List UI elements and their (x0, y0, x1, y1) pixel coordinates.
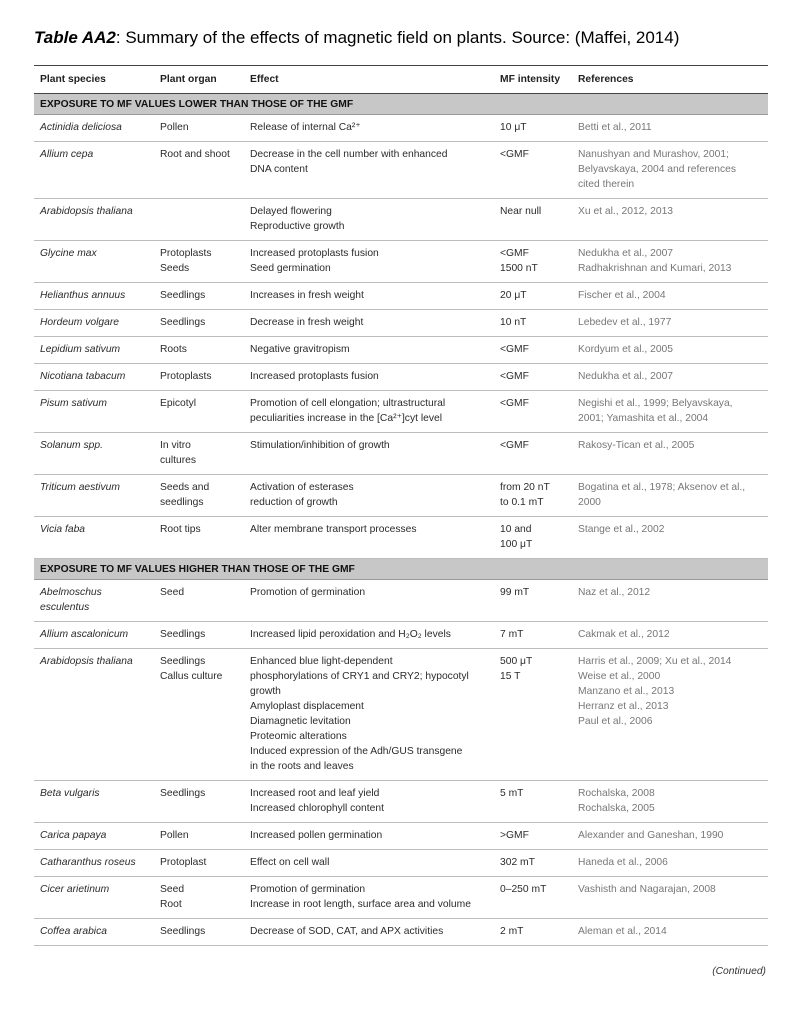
cell-plant-species: Solanum spp. (34, 433, 154, 475)
cell-references-line: Bogatina et al., 1978; Aksenov et al., (578, 482, 746, 493)
cell-mf-intensity-line: 5 mT (500, 788, 524, 799)
cell-mf-intensity-line: to 0.1 mT (500, 497, 544, 508)
header-plant-organ: Plant organ (154, 66, 244, 94)
cell-mf-intensity (494, 580, 572, 622)
cell-mf-intensity-line: 10 μT (500, 122, 527, 133)
cell-effect-line: reduction of growth (250, 497, 338, 508)
cell-mf-intensity-line: 100 μT (500, 539, 533, 550)
cell-plant-species: Lepidium sativum (34, 337, 154, 364)
cell-effect-line: Activation of esterases (250, 482, 354, 493)
cell-plant-organ (154, 649, 244, 781)
cell-mf-intensity-line: <GMF (500, 398, 529, 409)
cell-plant-species: Allium ascalonicum (34, 622, 154, 649)
cell-effect-line: Enhanced blue light-dependent (250, 656, 393, 667)
cell-plant-organ-line: Root (160, 899, 182, 910)
cell-effect-line: Promotion of germination (250, 884, 366, 895)
cell-plant-species: Helianthus annuus (34, 283, 154, 310)
cell-plant-organ-line: Seed (160, 587, 185, 598)
cell-references-line: Nedukha et al., 2007 (578, 248, 674, 259)
cell-plant-species: Triticum aestivum (34, 475, 154, 517)
cell-references (572, 364, 768, 391)
cell-plant-organ-line: Seedlings (160, 788, 206, 799)
cell-effect-line: Amyloplast displacement (250, 701, 364, 712)
header-mf-intensity: MF intensity (494, 66, 572, 94)
cell-references (572, 850, 768, 877)
cell-references-line: Nanushyan and Murashov, 2001; (578, 149, 729, 160)
cell-mf-intensity-line: 302 mT (500, 857, 535, 868)
cell-references (572, 199, 768, 241)
cell-references (572, 475, 768, 517)
cell-effect-line: Seed germination (250, 263, 331, 274)
cell-plant-organ (154, 850, 244, 877)
cell-effect (244, 364, 494, 391)
cell-effect-line: Decrease in fresh weight (250, 317, 364, 328)
cell-mf-intensity-line: 20 μT (500, 290, 527, 301)
cell-effect (244, 622, 494, 649)
cell-mf-intensity (494, 919, 572, 946)
cell-plant-organ-line: Protoplasts (160, 248, 212, 259)
cell-references-line: 2001; Yamashita et al., 2004 (578, 413, 709, 424)
cell-references-line: Vashisth and Nagarajan, 2008 (578, 884, 716, 895)
cell-effect (244, 310, 494, 337)
cell-effect (244, 115, 494, 142)
continued-note: (Continued) (712, 966, 766, 977)
cell-mf-intensity-line: <GMF (500, 344, 529, 355)
cell-effect-line: Proteomic alterations (250, 731, 347, 742)
cell-plant-organ (154, 580, 244, 622)
cell-plant-organ-line: Epicotyl (160, 398, 197, 409)
cell-references-line: Negishi et al., 1999; Belyavskaya, (578, 398, 733, 409)
cell-references (572, 517, 768, 559)
cell-effect-line: Promotion of cell elongation; ultrastructural (250, 398, 446, 409)
table-row (34, 919, 768, 946)
header-plant-species: Plant species (34, 66, 154, 94)
cell-effect-line: DNA content (250, 164, 308, 175)
cell-effect (244, 850, 494, 877)
cell-mf-intensity-line: 15 T (500, 671, 521, 682)
cell-plant-organ-line: Seedlings (160, 926, 206, 937)
cell-mf-intensity (494, 364, 572, 391)
cell-plant-organ-line: Root tips (160, 524, 201, 535)
cell-plant-organ (154, 391, 244, 433)
cell-effect-line: Decrease in the cell number with enhanced (250, 149, 448, 160)
cell-plant-species: Glycine max (34, 241, 154, 283)
cell-mf-intensity (494, 142, 572, 199)
cell-mf-intensity (494, 391, 572, 433)
cell-mf-intensity-line: 7 mT (500, 629, 524, 640)
cell-references (572, 580, 768, 622)
table-caption-label: Table AA2 (34, 28, 116, 47)
cell-mf-intensity (494, 850, 572, 877)
cell-effect-line: Diamagnetic levitation (250, 716, 351, 727)
cell-mf-intensity-line: <GMF (500, 371, 529, 382)
cell-references-line: Rochalska, 2008 (578, 788, 655, 799)
cell-plant-species: Catharanthus roseus (34, 850, 154, 877)
cell-mf-intensity-line: from 20 nT (500, 482, 550, 493)
cell-plant-species: Hordeum volgare (34, 310, 154, 337)
cell-mf-intensity (494, 877, 572, 919)
cell-plant-species: Beta vulgaris (34, 781, 154, 823)
cell-mf-intensity-line: 99 mT (500, 587, 530, 598)
cell-effect-line: Increase in root length, surface area and volume (250, 899, 471, 910)
cell-plant-organ-line: Pollen (160, 830, 189, 841)
table-row (34, 142, 768, 199)
cell-effect-line: Promotion of germination (250, 587, 366, 598)
cell-effect (244, 391, 494, 433)
cell-references-line: Xu et al., 2012, 2013 (578, 206, 674, 217)
cell-references-line: Stange et al., 2002 (578, 524, 665, 535)
cell-effect-line: Reproductive growth (250, 221, 345, 232)
section-title: EXPOSURE TO MF VALUES HIGHER THAN THOSE OF THE GMF (34, 559, 768, 580)
cell-plant-organ (154, 310, 244, 337)
cell-references-line: Lebedev et al., 1977 (578, 317, 672, 328)
cell-effect-line: Induced expression of the Adh/GUS transgene (250, 746, 463, 757)
cell-references (572, 823, 768, 850)
cell-mf-intensity (494, 649, 572, 781)
cell-effect (244, 475, 494, 517)
cell-plant-organ-line: Callus culture (160, 671, 223, 682)
table-row (34, 580, 768, 622)
cell-plant-organ (154, 142, 244, 199)
table-caption (34, 28, 679, 48)
cell-references-line: Alexander and Ganeshan, 1990 (578, 830, 724, 841)
cell-references (572, 877, 768, 919)
cell-mf-intensity-line: 10 nT (500, 317, 527, 328)
cell-effect (244, 649, 494, 781)
cell-plant-organ-line: Seedlings (160, 290, 206, 301)
cell-plant-organ-line: Root and shoot (160, 149, 230, 160)
cell-references (572, 919, 768, 946)
cell-plant-organ-line: Protoplast (160, 857, 207, 868)
cell-plant-organ-line: Seedlings (160, 629, 206, 640)
cell-plant-organ-line: Seedlings (160, 317, 206, 328)
cell-effect-line: Increases in fresh weight (250, 290, 364, 301)
cell-references-line: Naz et al., 2012 (578, 587, 651, 598)
cell-mf-intensity (494, 781, 572, 823)
cell-effect (244, 877, 494, 919)
cell-effect-line: Decrease of SOD, CAT, and APX activities (250, 926, 444, 937)
section-header-row (34, 94, 768, 115)
cell-mf-intensity-line: Near null (500, 206, 542, 217)
cell-effect (244, 580, 494, 622)
cell-plant-species: Arabidopsis thaliana (34, 199, 154, 241)
section-header-row (34, 559, 768, 580)
cell-mf-intensity (494, 433, 572, 475)
cell-references-line: Aleman et al., 2014 (578, 926, 667, 937)
cell-references-line: Paul et al., 2006 (578, 716, 653, 727)
cell-references-line: Haneda et al., 2006 (578, 857, 668, 868)
cell-plant-species: Carica papaya (34, 823, 154, 850)
cell-references-line: Weise et al., 2000 (578, 671, 661, 682)
cell-effect (244, 241, 494, 283)
cell-references-line: Harris et al., 2009; Xu et al., 2014 (578, 656, 732, 667)
cell-plant-species: Cicer arietinum (34, 877, 154, 919)
cell-plant-organ (154, 364, 244, 391)
cell-effect (244, 823, 494, 850)
cell-effect-line: Increased root and leaf yield (250, 788, 380, 799)
cell-references-line: Manzano et al., 2013 (578, 686, 675, 697)
cell-effect (244, 337, 494, 364)
cell-mf-intensity (494, 337, 572, 364)
cell-references (572, 433, 768, 475)
cell-effect (244, 517, 494, 559)
cell-plant-species: Arabidopsis thaliana (34, 649, 154, 781)
cell-plant-organ (154, 517, 244, 559)
cell-references-line: Betti et al., 2011 (578, 122, 652, 133)
cell-effect (244, 919, 494, 946)
cell-plant-species: Coffea arabica (34, 919, 154, 946)
cell-mf-intensity (494, 310, 572, 337)
cell-mf-intensity (494, 199, 572, 241)
table-row (34, 364, 768, 391)
cell-references-line: Cakmak et al., 2012 (578, 629, 670, 640)
cell-mf-intensity (494, 241, 572, 283)
cell-effect-line: Increased chlorophyll content (250, 803, 384, 814)
cell-references (572, 115, 768, 142)
table-row (34, 283, 768, 310)
cell-references-line: Belyavskaya, 2004 and references (578, 164, 736, 175)
cell-effect-line: Effect on cell wall (250, 857, 330, 868)
cell-mf-intensity-line: <GMF (500, 440, 529, 451)
cell-effect-line: in the roots and leaves (250, 761, 354, 772)
cell-references-line: Rakosy-Tican et al., 2005 (578, 440, 695, 451)
cell-references (572, 337, 768, 364)
cell-effect-line: Release of internal Ca²⁺ (250, 122, 361, 133)
cell-references (572, 391, 768, 433)
cell-references (572, 310, 768, 337)
cell-mf-intensity-line: 1500 nT (500, 263, 538, 274)
cell-references (572, 142, 768, 199)
cell-references-line: Rochalska, 2005 (578, 803, 655, 814)
cell-plant-species: Allium cepa (34, 142, 154, 199)
cell-mf-intensity (494, 475, 572, 517)
cell-effect-line: Increased pollen germination (250, 830, 383, 841)
table-row (34, 877, 768, 919)
cell-mf-intensity (494, 823, 572, 850)
cell-references-line: Kordyum et al., 2005 (578, 344, 674, 355)
cell-plant-species: Actinidia deliciosa (34, 115, 154, 142)
cell-effect-line: Increased protoplasts fusion (250, 248, 379, 259)
cell-plant-species: Vicia faba (34, 517, 154, 559)
cell-references (572, 781, 768, 823)
cell-plant-organ (154, 919, 244, 946)
table-row (34, 781, 768, 823)
cell-effect-line: Negative gravitropism (250, 344, 350, 355)
cell-plant-organ-line: seedlings (160, 497, 204, 508)
header-references: References (572, 66, 768, 94)
cell-effect-line: growth (250, 686, 281, 697)
table-row (34, 199, 768, 241)
cell-plant-organ-line: Seeds and (160, 482, 210, 493)
cell-references (572, 649, 768, 781)
cell-mf-intensity (494, 115, 572, 142)
cell-effect (244, 283, 494, 310)
cell-effect (244, 142, 494, 199)
cell-mf-intensity-line: 2 mT (500, 926, 524, 937)
cell-plant-organ-line: Pollen (160, 122, 189, 133)
table-row (34, 391, 768, 433)
cell-references-line: Herranz et al., 2013 (578, 701, 669, 712)
cell-plant-organ-line: Protoplasts (160, 371, 212, 382)
table-row (34, 517, 768, 559)
cell-plant-species: Nicotiana tabacum (34, 364, 154, 391)
cell-plant-organ-line: Seed (160, 884, 185, 895)
cell-effect-line: Delayed flowering (250, 206, 332, 217)
table-row (34, 241, 768, 283)
cell-mf-intensity-line: >GMF (500, 830, 529, 841)
table-row (34, 649, 768, 781)
cell-plant-organ-line: Seeds (160, 263, 190, 274)
cell-mf-intensity (494, 283, 572, 310)
cell-mf-intensity-line: 500 μT (500, 656, 533, 667)
cell-references-line: Nedukha et al., 2007 (578, 371, 674, 382)
cell-mf-intensity-line: <GMF (500, 248, 529, 259)
table-row (34, 823, 768, 850)
cell-effect-line: phosphorylations of CRY1 and CRY2; hypocotyl (250, 671, 469, 682)
header-effect: Effect (244, 66, 494, 94)
table-caption-text: : Summary of the effects of magnetic field on plants. Source: (Maffei, 2014) (115, 28, 680, 47)
cell-plant-organ (154, 283, 244, 310)
cell-plant-organ-line: Seedlings (160, 656, 206, 667)
cell-plant-species: Abelmoschus esculentus (34, 580, 154, 622)
cell-plant-organ (154, 337, 244, 364)
table-row (34, 475, 768, 517)
cell-references (572, 241, 768, 283)
table-row (34, 115, 768, 142)
cell-effect-line: peculiarities increase in the [Ca²⁺]cyt level (250, 413, 443, 424)
plant-mf-effects-table (34, 65, 768, 946)
cell-references (572, 622, 768, 649)
cell-plant-species: Pisum sativum (34, 391, 154, 433)
table-row (34, 850, 768, 877)
table-row (34, 433, 768, 475)
cell-references-line: Fischer et al., 2004 (578, 290, 666, 301)
cell-mf-intensity-line: 10 and (500, 524, 532, 535)
table-row (34, 337, 768, 364)
cell-mf-intensity (494, 517, 572, 559)
cell-mf-intensity (494, 622, 572, 649)
cell-plant-organ (154, 115, 244, 142)
cell-plant-organ-line: Roots (160, 344, 187, 355)
cell-plant-organ (154, 781, 244, 823)
cell-references-line: 2000 (578, 497, 601, 508)
cell-mf-intensity-line: <GMF (500, 149, 529, 160)
cell-plant-organ (154, 877, 244, 919)
cell-plant-organ (154, 823, 244, 850)
cell-mf-intensity-line: 0–250 mT (500, 884, 547, 895)
table-row (34, 622, 768, 649)
section-title: EXPOSURE TO MF VALUES LOWER THAN THOSE OF THE GMF (34, 94, 768, 115)
table-container (34, 65, 768, 946)
cell-effect-line: Increased lipid peroxidation and H₂O₂ levels (250, 629, 451, 640)
cell-plant-organ (154, 433, 244, 475)
cell-effect-line: Increased protoplasts fusion (250, 371, 379, 382)
cell-plant-organ (154, 199, 244, 241)
cell-effect-line: Stimulation/inhibition of growth (250, 440, 390, 451)
cell-effect (244, 433, 494, 475)
cell-plant-organ (154, 241, 244, 283)
table-body (34, 94, 768, 946)
cell-references-line: cited therein (578, 179, 635, 190)
cell-plant-organ-line: In vitro (160, 440, 191, 451)
cell-plant-organ (154, 622, 244, 649)
cell-effect (244, 781, 494, 823)
cell-references-line: Radhakrishnan and Kumari, 2013 (578, 263, 732, 274)
table-row (34, 310, 768, 337)
cell-effect (244, 199, 494, 241)
cell-plant-organ (154, 475, 244, 517)
cell-references (572, 283, 768, 310)
cell-plant-organ-line: cultures (160, 455, 197, 466)
table-header-row (34, 66, 768, 94)
cell-effect-line: Alter membrane transport processes (250, 524, 417, 535)
